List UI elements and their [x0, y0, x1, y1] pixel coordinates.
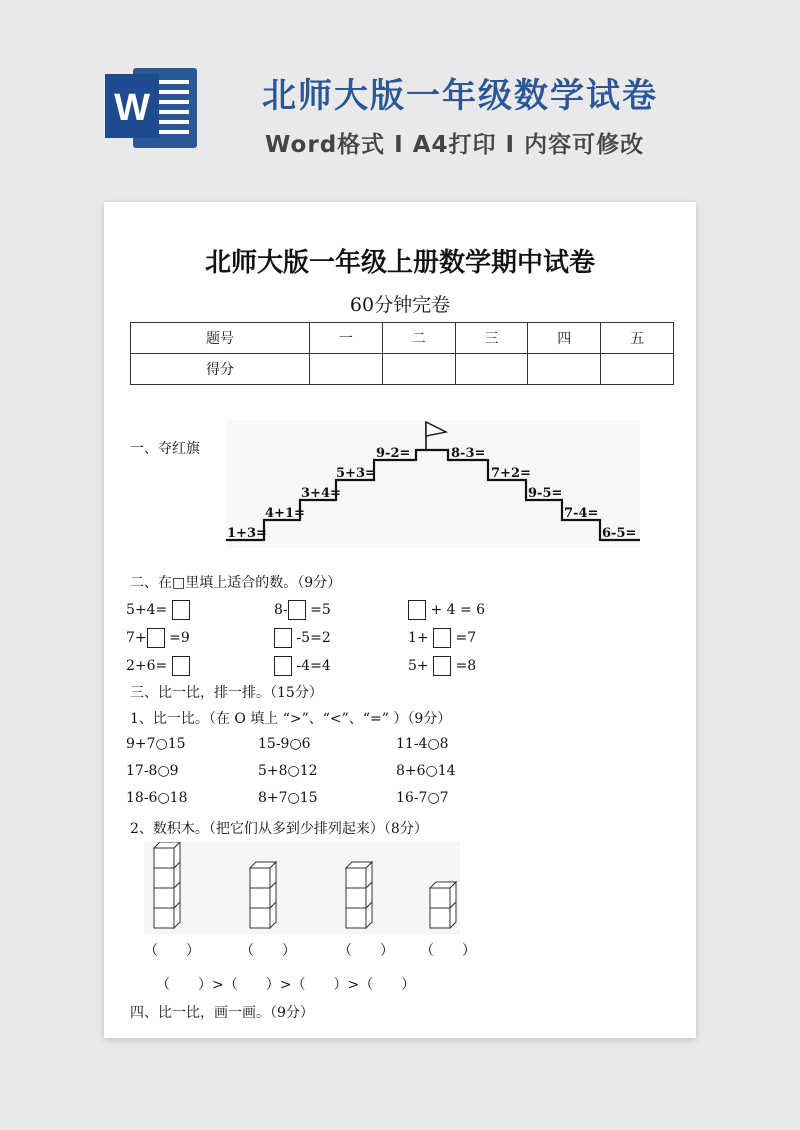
- score-input-cell[interactable]: [528, 354, 601, 385]
- block-cube: [154, 868, 174, 888]
- score-table-cell: 五: [601, 323, 674, 354]
- step-label: 1+3=: [227, 526, 267, 541]
- equation-text: =8: [455, 658, 477, 674]
- answer-paren[interactable]: （ ）: [420, 943, 476, 959]
- block-cube: [346, 868, 366, 888]
- answer-box[interactable]: [433, 628, 451, 648]
- block-cube: [154, 848, 174, 868]
- answer-box[interactable]: [147, 628, 165, 648]
- equation-text: 8-: [274, 602, 288, 618]
- compare-item[interactable]: 8+6○14: [396, 763, 456, 779]
- step-label: 9-2=: [376, 446, 411, 461]
- block-cube: [430, 908, 450, 928]
- compare-item[interactable]: 16-7○7: [396, 790, 449, 806]
- equation-text: =7: [455, 630, 477, 646]
- equation-text: -4=4: [296, 658, 331, 674]
- section1-heading: 一、夺红旗: [130, 441, 200, 457]
- step-label: 5+3=: [336, 466, 376, 481]
- block-stack: [346, 862, 372, 928]
- score-input-cell[interactable]: [382, 354, 455, 385]
- section2-heading: 二、在□里填上适合的数。（9分）: [130, 575, 342, 591]
- block-cube: [154, 908, 174, 928]
- equation-text: -5=2: [296, 630, 331, 646]
- flag-icon: [426, 422, 446, 436]
- section3-sub1: 1、比一比。（在 O 填上 “>”、“<”、“=” ）（9分）: [130, 711, 452, 727]
- block-cube: [250, 888, 270, 908]
- score-input-cell[interactable]: [455, 354, 528, 385]
- block-stack: [154, 842, 180, 928]
- step-label: 7+2=: [491, 466, 531, 481]
- answer-box[interactable]: [172, 656, 190, 676]
- score-input-cell[interactable]: [601, 354, 674, 385]
- compare-item[interactable]: 15-9○6: [258, 736, 311, 752]
- answer-box[interactable]: [172, 600, 190, 620]
- block-cube: [250, 868, 270, 888]
- score-table-row-label: 得分: [131, 354, 310, 385]
- block-stack: [250, 862, 276, 928]
- document-page: [104, 202, 696, 1038]
- answer-paren[interactable]: （ ）: [338, 943, 394, 959]
- section3-heading: 三、比一比，排一排。（15分）: [130, 685, 323, 701]
- equation-text: 5+4=: [126, 602, 168, 618]
- step-label: 3+4=: [301, 486, 341, 501]
- score-table-cell: 三: [455, 323, 528, 354]
- block-stack: [430, 882, 456, 928]
- step-label: 4+1=: [265, 506, 305, 521]
- score-table-header-row: [131, 323, 674, 354]
- equation-text: =9: [169, 630, 190, 646]
- order-line[interactable]: （ ）>（ ）>（ ）>（ ）: [156, 977, 416, 993]
- compare-item[interactable]: 8+7○15: [258, 790, 318, 806]
- equation-text: 5+: [408, 658, 429, 674]
- flag-staircase: [226, 420, 640, 548]
- word-icon-letter: W: [114, 87, 150, 129]
- answer-paren[interactable]: （ ）: [144, 943, 200, 959]
- staircase-outline: [226, 450, 640, 540]
- score-input-cell[interactable]: [310, 354, 383, 385]
- score-table-cell: 四: [528, 323, 601, 354]
- equation-text: 2+6=: [126, 658, 168, 674]
- staircase-figure: [226, 420, 640, 548]
- block-cube: [346, 908, 366, 928]
- score-table-cell: 一: [310, 323, 383, 354]
- equation-text: + 4 = 6: [430, 602, 486, 618]
- block-cube: [250, 908, 270, 928]
- step-label: 7-4=: [564, 506, 599, 521]
- section4-heading: 四、比一比，画一画。（9分）: [130, 1005, 314, 1021]
- compare-item[interactable]: 17-8○9: [126, 763, 179, 779]
- step-label: 6-5=: [602, 526, 637, 541]
- block-cube: [154, 888, 174, 908]
- section3-sub2: 2、数积木。（把它们从多到少排列起来）（8分）: [130, 821, 428, 837]
- word-icon: [105, 60, 201, 152]
- doc-title: 北师大版一年级上册数学期中试卷: [204, 248, 595, 278]
- equation-text: =5: [310, 602, 331, 618]
- answer-box[interactable]: [408, 600, 426, 620]
- block-cube: [346, 888, 366, 908]
- block-cube: [430, 888, 450, 908]
- compare-item[interactable]: 18-6○18: [126, 790, 188, 806]
- step-label: 9-5=: [528, 486, 563, 501]
- equation-text: 1+: [408, 630, 429, 646]
- banner-subtitle: Word格式 I A4打印 I 内容可修改: [265, 132, 645, 158]
- compare-item[interactable]: 9+7○15: [126, 736, 186, 752]
- block-stacks-figure: [144, 842, 460, 934]
- answer-paren[interactable]: （ ）: [240, 943, 296, 959]
- score-table-cell: 二: [382, 323, 455, 354]
- answer-box[interactable]: [288, 600, 306, 620]
- score-table-score-row: [131, 354, 674, 385]
- answer-box[interactable]: [433, 656, 451, 676]
- banner-title: 北师大版一年级数学试卷: [262, 76, 658, 116]
- score-table-cell: 题号: [131, 323, 310, 354]
- step-label: 8-3=: [451, 446, 486, 461]
- answer-box[interactable]: [274, 656, 292, 676]
- answer-box[interactable]: [274, 628, 292, 648]
- doc-subtitle: 60分钟完卷: [349, 294, 451, 316]
- equation-text: 7+: [126, 630, 147, 646]
- compare-item[interactable]: 5+8○12: [258, 763, 318, 779]
- score-table: [130, 322, 674, 385]
- block-stacks: [144, 842, 460, 934]
- compare-item[interactable]: 11-4○8: [396, 736, 449, 752]
